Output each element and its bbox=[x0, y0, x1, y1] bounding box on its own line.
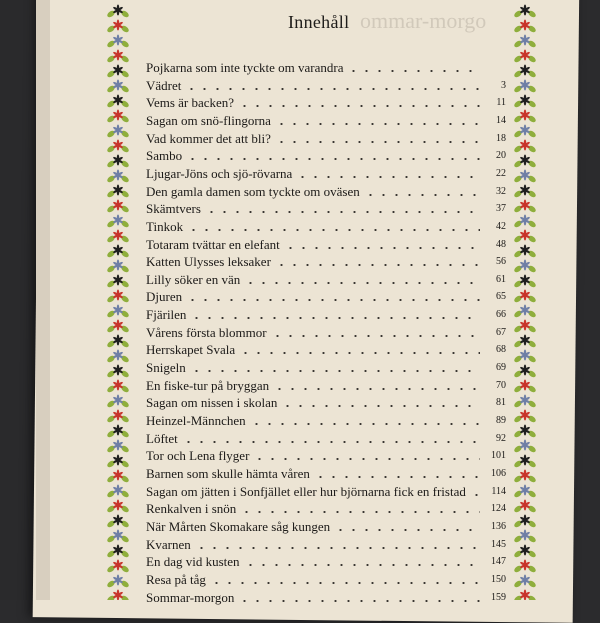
toc-entry-page: 65 bbox=[496, 291, 506, 303]
toc-entry bbox=[146, 182, 506, 200]
dot-leader bbox=[187, 229, 480, 231]
floral-motif bbox=[106, 470, 130, 484]
floral-motif bbox=[513, 350, 537, 364]
page-title: Innehåll bbox=[288, 12, 350, 32]
toc-entry-title: Sagan om nissen i skolan bbox=[146, 395, 278, 411]
toc-entry-title: Sagan om jätten i Sonfjället eller hur björnarna fick en fristad bbox=[146, 483, 466, 499]
floral-motif bbox=[513, 335, 537, 349]
dot-leader bbox=[190, 317, 480, 319]
dot-leader bbox=[273, 388, 480, 390]
toc-entry-page: 147 bbox=[491, 556, 506, 568]
floral-border-left bbox=[100, 0, 136, 600]
toc-entry bbox=[146, 76, 506, 94]
floral-motif bbox=[106, 440, 130, 454]
toc-entry-title: Vårens första blommor bbox=[146, 324, 267, 340]
dot-leader bbox=[240, 511, 480, 513]
toc-entry-page: 14 bbox=[496, 114, 506, 126]
toc-entry-title: Sambo bbox=[146, 148, 183, 164]
floral-motif bbox=[106, 110, 130, 124]
floral-motif bbox=[513, 80, 537, 94]
floral-motif bbox=[106, 305, 130, 319]
floral-motif bbox=[513, 215, 537, 229]
floral-motif bbox=[513, 5, 537, 19]
floral-motif bbox=[513, 560, 537, 574]
toc-entry-page: 92 bbox=[496, 432, 506, 444]
toc-entry-title: Pojkarna som inte tyckte om varandra bbox=[146, 60, 344, 75]
floral-motif bbox=[513, 410, 537, 424]
toc-entry-page: 42 bbox=[496, 220, 506, 232]
floral-motif bbox=[106, 215, 130, 229]
toc-entry bbox=[146, 129, 506, 147]
toc-entry bbox=[146, 376, 506, 394]
toc-entry bbox=[146, 199, 506, 217]
toc-entry-title: Sommar-morgon bbox=[146, 589, 235, 605]
dot-leader bbox=[238, 105, 480, 107]
toc-entry bbox=[146, 287, 506, 305]
dot-leader bbox=[239, 352, 480, 354]
toc-entry bbox=[146, 111, 506, 129]
floral-motif bbox=[106, 50, 130, 64]
toc-entry-title: Skämtvers bbox=[146, 201, 201, 217]
toc-entry-page: 66 bbox=[496, 309, 506, 321]
floral-motif bbox=[106, 275, 130, 289]
floral-motif bbox=[106, 425, 130, 439]
floral-motif bbox=[106, 155, 130, 169]
toc-entry-title: Löftet bbox=[146, 430, 178, 446]
floral-motif bbox=[513, 380, 537, 394]
floral-motif bbox=[513, 20, 537, 34]
toc-entry-page: 136 bbox=[491, 520, 506, 532]
dot-leader bbox=[182, 441, 480, 443]
floral-border-right bbox=[507, 0, 543, 600]
dot-leader bbox=[275, 141, 480, 143]
toc-entry-title: En dag vid kusten bbox=[146, 554, 240, 570]
floral-motif bbox=[106, 200, 130, 214]
dot-leader bbox=[470, 494, 480, 496]
toc-entry bbox=[146, 570, 506, 588]
floral-motif bbox=[106, 560, 130, 574]
toc-entry-title: Snigeln bbox=[146, 360, 186, 376]
dot-leader bbox=[314, 476, 480, 478]
toc-entry bbox=[146, 552, 506, 570]
toc-entry-page: 101 bbox=[491, 450, 506, 462]
toc-entry-title: Heinzel-Männchen bbox=[146, 413, 246, 428]
floral-motif bbox=[513, 425, 537, 439]
toc-entry-page: 68 bbox=[496, 344, 506, 356]
floral-motif bbox=[513, 245, 537, 259]
dot-leader bbox=[347, 70, 480, 72]
floral-motif bbox=[513, 545, 537, 559]
show-through-text: ommar-morgo bbox=[360, 8, 487, 33]
floral-motif bbox=[513, 185, 537, 199]
dot-leader bbox=[296, 176, 480, 178]
floral-motif bbox=[106, 485, 130, 499]
toc-entry-page: 124 bbox=[491, 503, 506, 515]
toc-entry-title: Sagan om snö-flingorna bbox=[146, 112, 271, 128]
toc-entry bbox=[146, 358, 506, 376]
toc-entry bbox=[146, 217, 506, 235]
dot-leader bbox=[281, 405, 480, 407]
floral-motif bbox=[106, 245, 130, 259]
toc-entry-title: Vad kommer det att bli? bbox=[146, 130, 271, 146]
toc-entry-title: Djuren bbox=[146, 289, 183, 305]
floral-motif bbox=[513, 35, 537, 49]
floral-motif bbox=[513, 140, 537, 154]
floral-motif bbox=[513, 590, 537, 601]
toc-entry-page: 145 bbox=[491, 538, 506, 550]
floral-motif bbox=[513, 230, 537, 244]
floral-motif bbox=[513, 65, 537, 79]
toc-entry-title: En fiske-tur på bryggan bbox=[146, 377, 270, 393]
toc-entry-page: 70 bbox=[496, 379, 506, 391]
floral-motif bbox=[106, 380, 130, 394]
toc-entry bbox=[146, 464, 506, 482]
floral-motif bbox=[106, 545, 130, 559]
toc-entry bbox=[146, 323, 506, 341]
floral-motif bbox=[106, 140, 130, 154]
toc-entry-page: 32 bbox=[496, 185, 506, 197]
toc-entry-title: Katten Ulysses leksaker bbox=[146, 254, 271, 270]
floral-motif bbox=[513, 155, 537, 169]
floral-motif bbox=[513, 125, 537, 139]
toc-entry-title: Kvarnen bbox=[146, 536, 191, 552]
toc-entry-page: 22 bbox=[496, 167, 506, 179]
toc-entry-page: 114 bbox=[491, 485, 506, 497]
floral-motif bbox=[513, 95, 537, 109]
toc-entry bbox=[146, 235, 506, 253]
toc-entry-title: Den gamla damen som tyckte om oväsen bbox=[146, 183, 360, 199]
floral-motif bbox=[513, 455, 537, 469]
dot-leader bbox=[250, 423, 480, 425]
floral-motif bbox=[106, 5, 130, 19]
floral-motif bbox=[513, 290, 537, 304]
toc-entry-page: 20 bbox=[496, 150, 506, 162]
floral-motif bbox=[106, 95, 130, 109]
floral-motif bbox=[513, 515, 537, 529]
toc-entry bbox=[146, 411, 506, 429]
toc-entry bbox=[146, 517, 506, 535]
toc-entry bbox=[146, 146, 506, 164]
dot-leader bbox=[186, 299, 480, 301]
toc-entry-title: Renkalven i snön bbox=[146, 501, 237, 517]
toc-entry-page: 18 bbox=[496, 132, 506, 144]
dot-leader bbox=[186, 158, 480, 160]
floral-motif bbox=[106, 410, 130, 424]
floral-motif bbox=[106, 590, 130, 601]
dot-leader bbox=[195, 547, 480, 549]
floral-motif bbox=[513, 50, 537, 64]
floral-motif bbox=[513, 485, 537, 499]
toc-entry bbox=[146, 305, 506, 323]
floral-motif bbox=[513, 500, 537, 514]
toc-entry-title: Tinkok bbox=[146, 218, 184, 234]
floral-motif bbox=[106, 455, 130, 469]
floral-motif bbox=[513, 170, 537, 184]
floral-motif bbox=[106, 65, 130, 79]
toc-entry-page: 37 bbox=[496, 203, 506, 215]
toc-entry-title: Totaram tvättar en elefant bbox=[146, 236, 280, 252]
dot-leader bbox=[190, 370, 480, 372]
toc-entry-page: 150 bbox=[491, 573, 506, 585]
toc-entry bbox=[146, 446, 506, 464]
dot-leader bbox=[253, 458, 480, 460]
floral-motif bbox=[106, 230, 130, 244]
floral-motif bbox=[106, 20, 130, 34]
toc-entry-page: 67 bbox=[496, 326, 506, 338]
dot-leader bbox=[275, 123, 480, 125]
toc-entry-title: Tor och Lena flyger bbox=[146, 448, 250, 464]
toc-entry-title: Resa på tåg bbox=[146, 571, 206, 587]
floral-motif bbox=[106, 170, 130, 184]
floral-motif bbox=[106, 500, 130, 514]
toc-entry-title: Herrskapet Svala bbox=[146, 342, 236, 358]
floral-motif bbox=[106, 530, 130, 544]
dot-leader bbox=[205, 211, 480, 213]
toc-entry-title: Lilly söker en vän bbox=[146, 271, 241, 287]
floral-motif bbox=[513, 200, 537, 214]
dot-leader bbox=[210, 582, 480, 584]
toc-entry bbox=[146, 535, 506, 553]
floral-motif bbox=[106, 365, 130, 379]
floral-motif bbox=[513, 110, 537, 124]
floral-motif bbox=[106, 335, 130, 349]
dot-leader bbox=[364, 194, 480, 196]
floral-motif bbox=[106, 185, 130, 199]
dot-leader bbox=[334, 529, 480, 531]
toc-entry-page: 11 bbox=[496, 97, 506, 109]
dot-leader bbox=[271, 335, 480, 337]
floral-motif bbox=[106, 320, 130, 334]
toc-entry bbox=[146, 429, 506, 447]
floral-motif bbox=[106, 80, 130, 94]
toc-entry-page: 89 bbox=[496, 415, 506, 426]
floral-motif bbox=[513, 395, 537, 409]
floral-motif bbox=[513, 575, 537, 589]
floral-motif bbox=[513, 320, 537, 334]
floral-motif bbox=[106, 35, 130, 49]
floral-motif bbox=[106, 395, 130, 409]
toc-entry bbox=[146, 340, 506, 358]
floral-motif bbox=[513, 470, 537, 484]
floral-motif bbox=[513, 305, 537, 319]
toc-entry bbox=[146, 58, 506, 76]
toc-entry-title: Fjärilen bbox=[146, 307, 187, 323]
toc-entry-title: Vems är backen? bbox=[146, 95, 235, 111]
toc-entry-title: Ljugar-Jöns och sjö-rövarna bbox=[146, 165, 293, 181]
floral-motif bbox=[513, 440, 537, 454]
toc-entry bbox=[146, 393, 506, 411]
dot-leader bbox=[284, 247, 480, 249]
floral-motif bbox=[513, 365, 537, 379]
toc-entry bbox=[146, 93, 506, 111]
toc-entry-page: 48 bbox=[496, 238, 506, 250]
toc-entry bbox=[146, 270, 506, 288]
toc-entry-page: 3 bbox=[501, 79, 506, 91]
toc-entry bbox=[146, 164, 506, 182]
toc-entry bbox=[146, 499, 506, 517]
floral-motif bbox=[513, 260, 537, 274]
toc-entry-page: 106 bbox=[491, 467, 506, 479]
floral-motif bbox=[106, 260, 130, 274]
toc-entry bbox=[146, 588, 506, 606]
page-edge bbox=[36, 0, 50, 600]
toc-entry-page: 159 bbox=[491, 591, 506, 603]
dot-leader bbox=[244, 564, 480, 566]
toc-entry-title: När Mårten Skomakare såg kungen bbox=[146, 518, 331, 534]
floral-motif bbox=[106, 515, 130, 529]
toc-entry-title: Barnen som skulle hämta våren bbox=[146, 465, 310, 481]
dot-leader bbox=[185, 88, 480, 90]
floral-motif bbox=[513, 530, 537, 544]
toc-entry bbox=[146, 252, 506, 270]
floral-motif bbox=[513, 275, 537, 289]
toc-entry bbox=[146, 482, 506, 500]
dot-leader bbox=[244, 282, 480, 284]
floral-motif bbox=[106, 575, 130, 589]
floral-motif bbox=[106, 125, 130, 139]
dot-leader bbox=[275, 264, 480, 266]
toc-entry-page: 56 bbox=[496, 256, 506, 268]
floral-motif bbox=[106, 350, 130, 364]
toc-entry-page: 69 bbox=[496, 362, 506, 374]
toc-entry-title: Vädret bbox=[146, 77, 182, 93]
floral-motif bbox=[106, 290, 130, 304]
toc-entry-page: 81 bbox=[496, 397, 506, 409]
toc-entry-page: 61 bbox=[496, 273, 506, 285]
